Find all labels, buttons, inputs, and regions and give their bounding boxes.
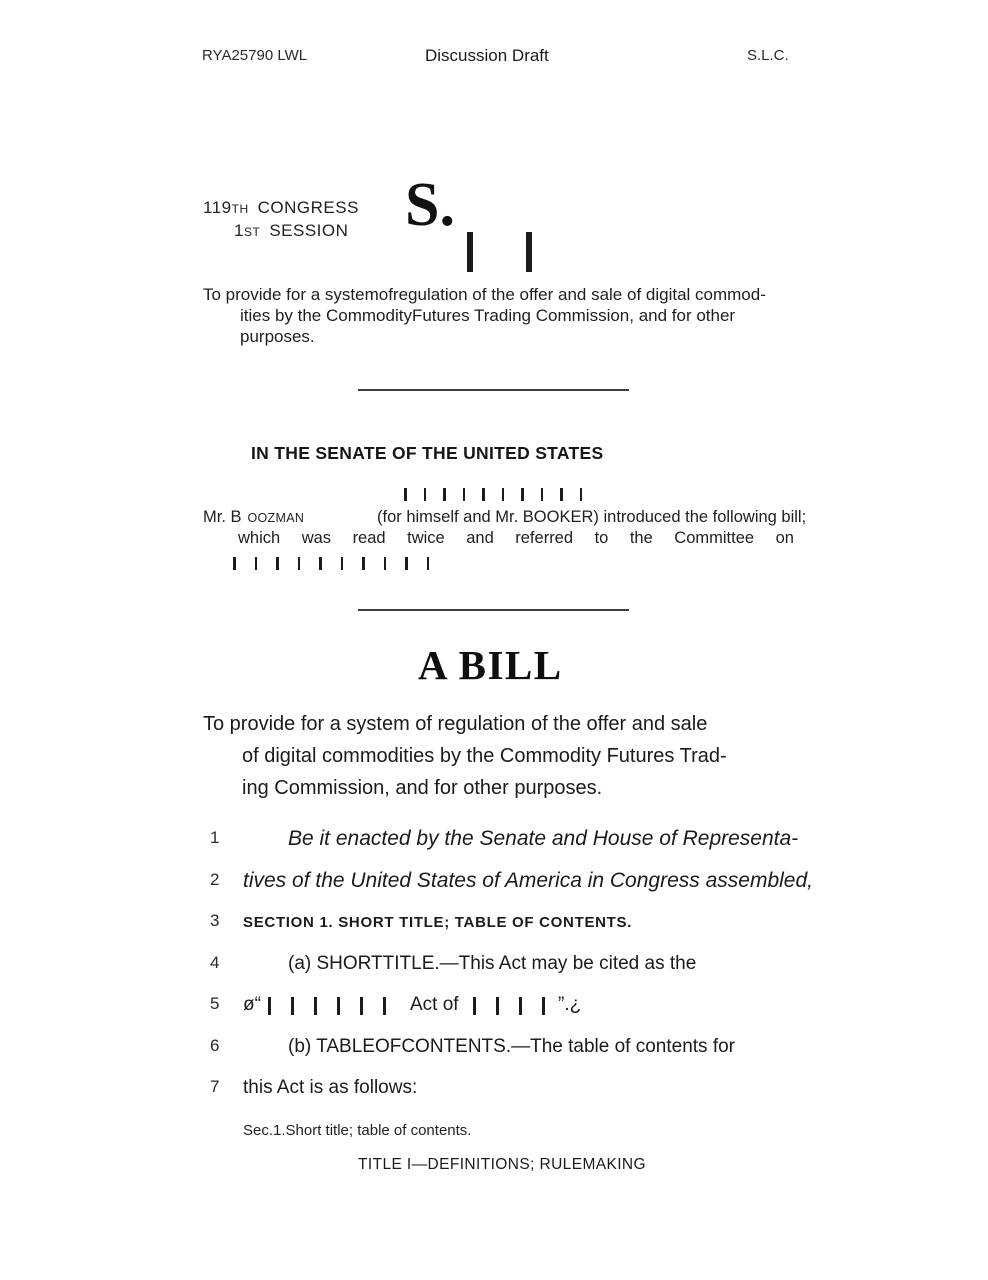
blank-bar [319, 557, 322, 570]
referral-word: read [352, 529, 386, 547]
blank-bar [541, 488, 544, 501]
referral-word: Committee [674, 529, 755, 547]
sponsor-line [203, 508, 807, 527]
line-number: 1 [210, 828, 220, 847]
blank-bar [496, 997, 499, 1015]
blank-bar [560, 488, 563, 501]
congress-number: 119 [203, 198, 232, 217]
bill-number-blank [467, 232, 532, 277]
toc-clause: (b) TABLEOFCONTENTS.—The table of contents for [288, 1036, 736, 1057]
blank-bar [473, 997, 476, 1015]
line-number: 3 [210, 911, 220, 930]
toc-entry-sec1: Sec.1.Short title; table of contents. [243, 1122, 472, 1139]
blank-bar [427, 557, 430, 570]
referral-word: and [466, 529, 494, 547]
blank-bar [341, 557, 344, 570]
preamble-line: ities by the CommodityFutures Trading Commission, and for other [240, 306, 736, 325]
blank-bar [383, 997, 386, 1015]
blank-bar [521, 488, 524, 501]
referral-word: the [629, 529, 653, 547]
bill-preamble-line: To provide for a system of regulation of the offer and sale [203, 713, 708, 735]
blank-bar [482, 488, 485, 501]
date-blank-row [404, 488, 599, 506]
referral-word: twice [407, 529, 445, 547]
blank-bar [502, 488, 505, 501]
blank-bar [519, 997, 522, 1015]
slc-label: S.L.C. [747, 47, 789, 64]
body-line-1 [0, 827, 988, 859]
separator-rule [358, 609, 629, 611]
blank-bar [443, 488, 446, 501]
act-year-blank [473, 994, 565, 1018]
session-number: 1 [234, 221, 244, 240]
body-line-3 [0, 910, 988, 942]
referral-word: on [775, 529, 794, 547]
separator-rule [358, 389, 629, 391]
blank-bar [463, 488, 466, 501]
placeholder-open-bracket: ø“ [243, 994, 261, 1015]
blank-bar [298, 557, 301, 570]
referral-word: to [594, 529, 609, 547]
blank-bar [360, 997, 363, 1015]
blank-bar [384, 557, 387, 570]
enacting-clause: tives of the United States of America in Congress assembled, [243, 869, 813, 892]
body-line-5 [0, 993, 988, 1025]
preamble-line: purposes. [240, 327, 315, 346]
document-title: Discussion Draft [425, 46, 549, 65]
line-number: 7 [210, 1077, 220, 1096]
toc-title-i-heading: TITLE I—DEFINITIONS; RULEMAKING [358, 1156, 646, 1173]
act-name-blank [268, 994, 406, 1018]
blank-bar [337, 997, 340, 1015]
blank-bar [362, 557, 365, 570]
blank-bar [405, 557, 408, 570]
enacting-clause: Be it enacted by the Senate and House of Representa- [288, 827, 799, 850]
short-title-clause: (a) SHORTTITLE.—This Act may be cited as the [288, 953, 697, 974]
blank-bar [580, 488, 583, 501]
section-heading: SECTION 1. SHORT TITLE; TABLE OF CONTENTS. [243, 914, 633, 931]
line-number: 5 [210, 994, 220, 1013]
congress-line [203, 198, 359, 218]
blank-bar [526, 232, 532, 272]
bill-type-letter: S. [405, 171, 455, 239]
senate-heading: IN THE SENATE OF THE UNITED STATES [251, 443, 604, 463]
blank-bar [276, 557, 279, 570]
body-line-7 [0, 1076, 988, 1108]
line-number: 2 [210, 870, 220, 889]
session-word: SESSION [269, 221, 349, 240]
body-line-6 [0, 1035, 988, 1067]
congress-ordinal: TH [231, 202, 249, 216]
body-line-2 [0, 869, 988, 901]
session-line [234, 221, 359, 241]
sponsor-rest: (for himself and Mr. BOOKER) introduced the following bill; [377, 508, 807, 526]
blank-bar [467, 232, 473, 272]
blank-bar [291, 997, 294, 1015]
toc-clause-continued: this Act is as follows: [243, 1077, 418, 1098]
committee-blank-row [233, 557, 448, 575]
blank-bar [404, 488, 407, 501]
blank-bar [424, 488, 427, 501]
session-ordinal: ST [243, 225, 261, 239]
blank-bar [255, 557, 258, 570]
act-of-label: Act of [410, 994, 459, 1015]
bill-title: A BILL [418, 642, 563, 688]
placeholder-close-bracket: ”.¿ [558, 994, 582, 1015]
blank-bar [233, 557, 236, 570]
referral-word: was [301, 529, 332, 547]
body-line-4 [0, 952, 988, 984]
draft-code-label: RYA25790 LWL [202, 47, 308, 64]
blank-bar [314, 997, 317, 1015]
referral-line [238, 529, 794, 548]
referral-word: referred [515, 529, 574, 547]
congress-word: CONGRESS [257, 198, 359, 217]
line-number: 4 [210, 953, 220, 972]
bill-preamble-line: of digital commodities by the Commodity Futures Trad- [242, 745, 727, 767]
blank-bar [542, 997, 545, 1015]
referral-word: which [238, 529, 281, 547]
preamble-line: To provide for a systemofregulation of the offer and sale of digital commod- [203, 285, 766, 304]
blank-bar [268, 997, 271, 1015]
sponsor-name: OOZMAN [247, 511, 305, 525]
sponsor-prefix: Mr. B [203, 508, 242, 526]
congress-session-block [203, 198, 359, 241]
bill-preamble-line: ing Commission, and for other purposes. [242, 777, 603, 799]
line-number: 6 [210, 1036, 220, 1055]
